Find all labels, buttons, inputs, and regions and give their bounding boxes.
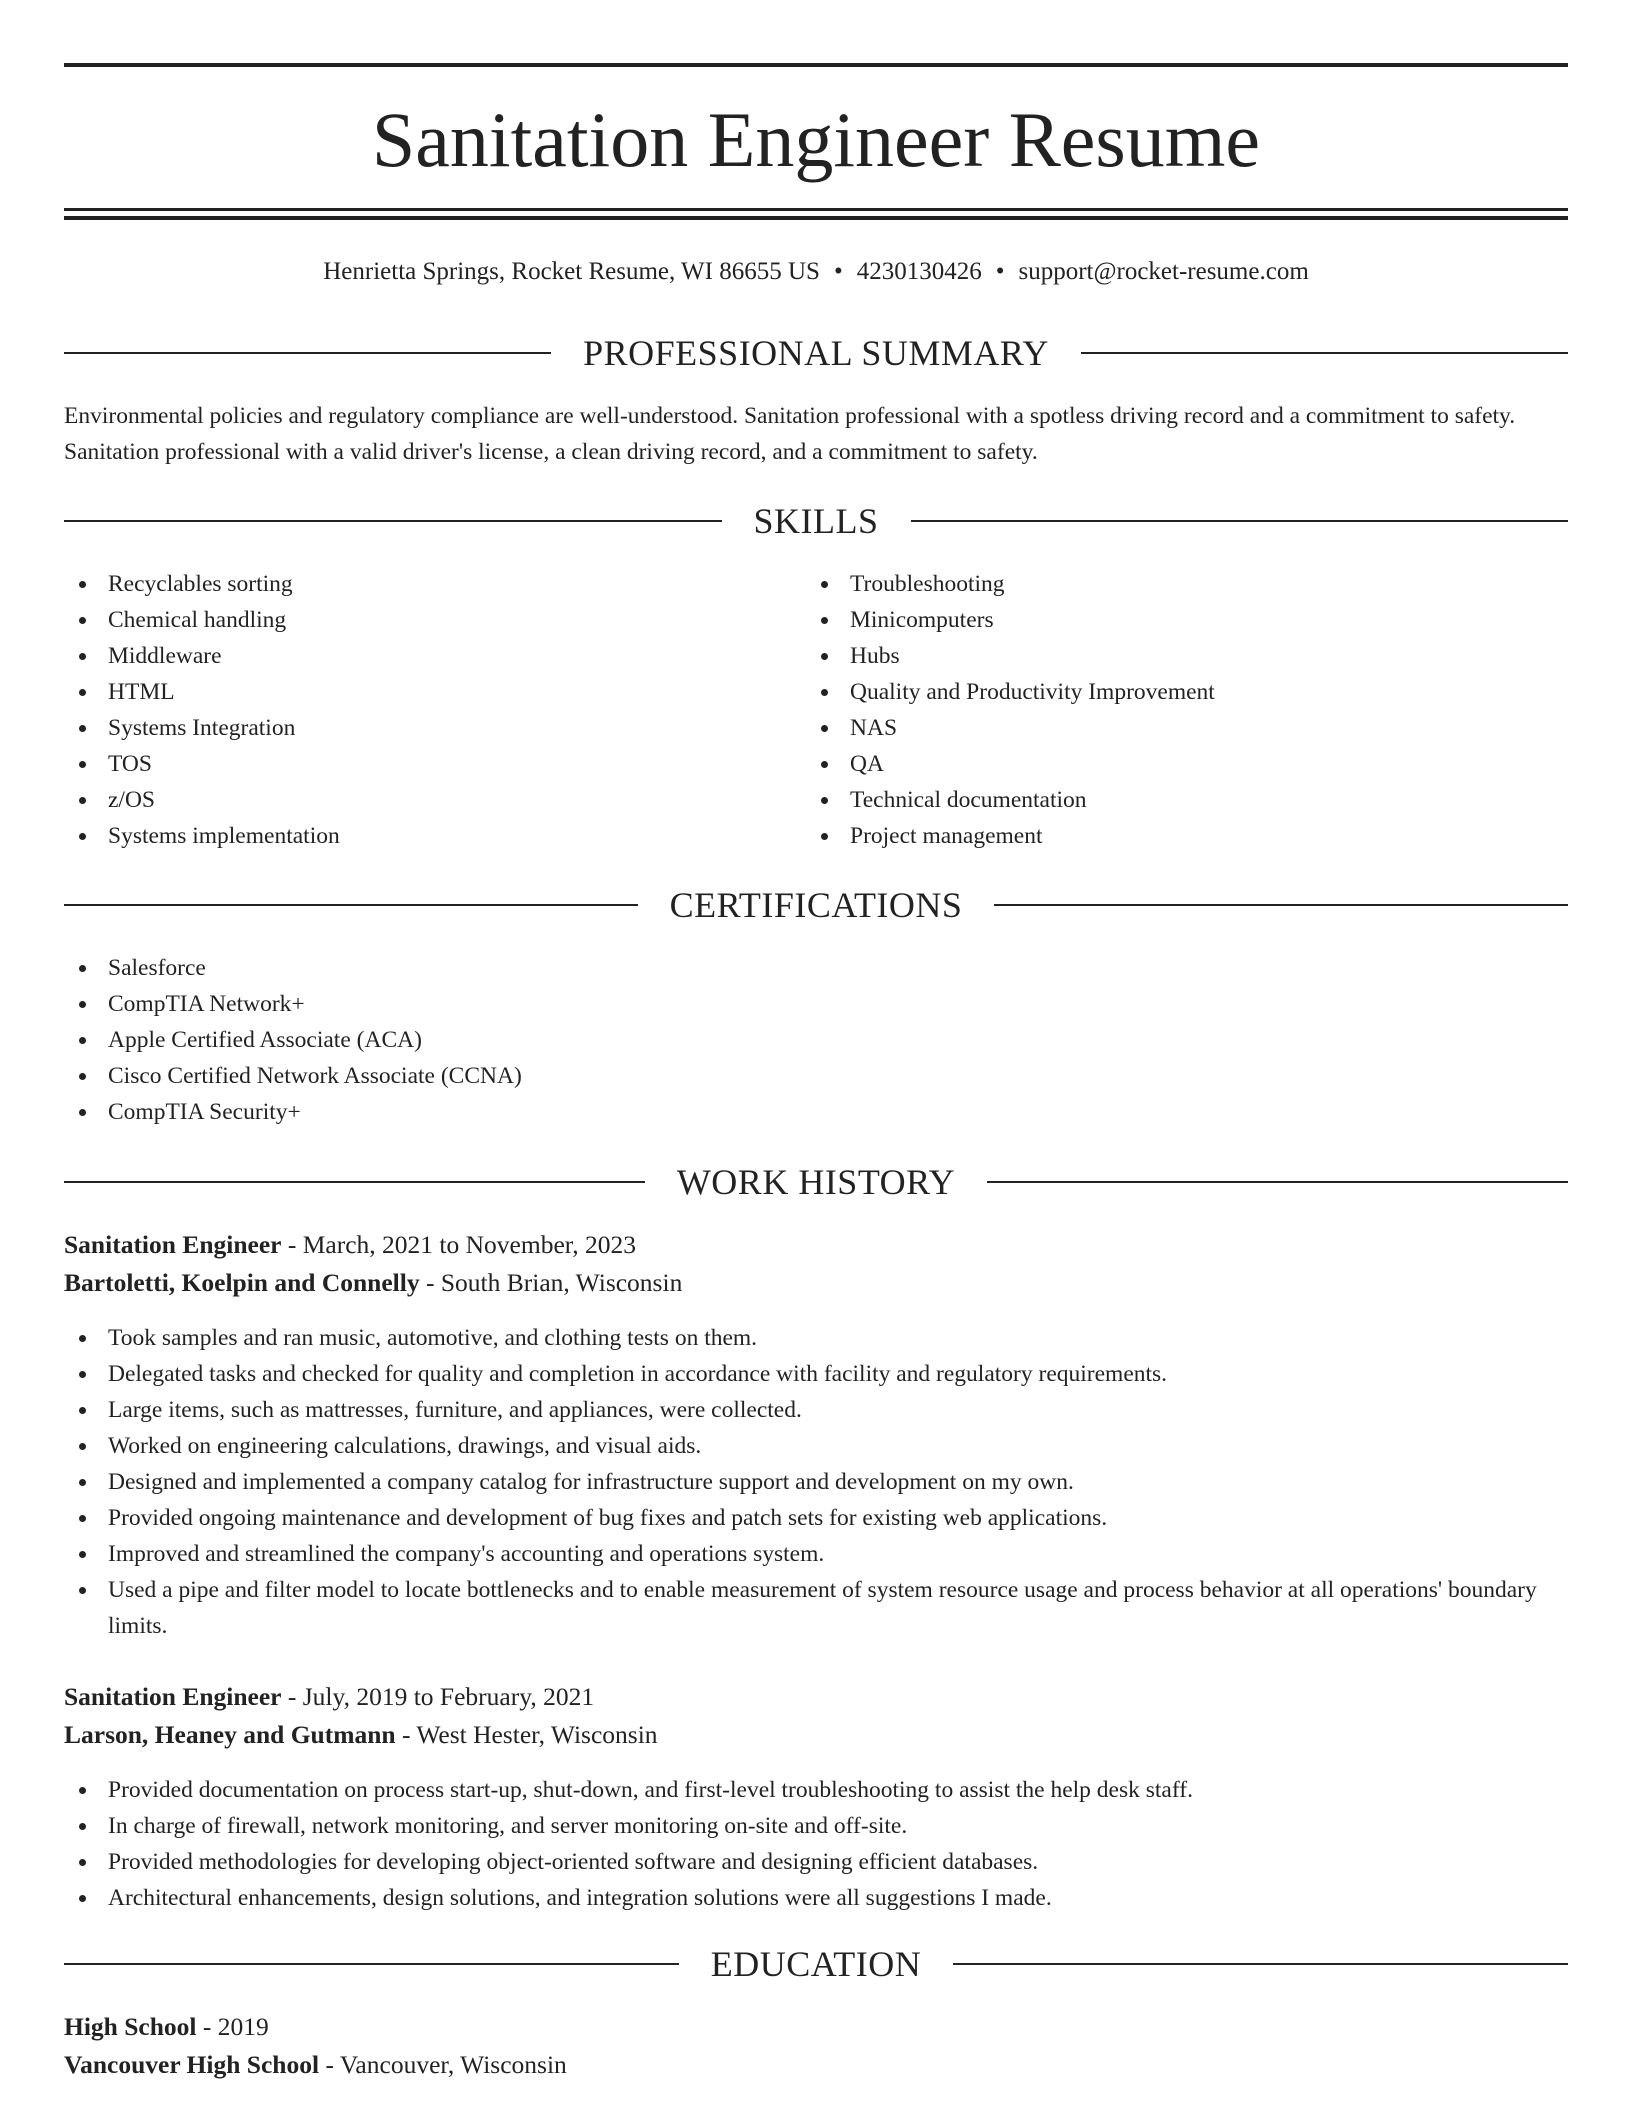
education-school-line: [64, 2046, 1568, 2084]
education-degree-line: [64, 2008, 1568, 2046]
skill-item: Chemical handling: [64, 602, 764, 638]
header-rule: [64, 904, 638, 906]
job-location: - West Hester, Wisconsin: [395, 1720, 658, 1749]
skill-item: Systems implementation: [64, 818, 764, 854]
job-bullets: [64, 1772, 1568, 1916]
job-bullet: Provided methodologies for developing object-oriented software and designing efficient databases.: [64, 1844, 1568, 1880]
section-header-summary: [64, 328, 1568, 378]
header-rule: [64, 1963, 679, 1965]
certification-item: Apple Certified Associate (ACA): [64, 1022, 1568, 1058]
skill-item: TOS: [64, 746, 764, 782]
header-rule: [953, 1963, 1568, 1965]
skills-list-right: [806, 566, 1546, 854]
certifications-list: [64, 950, 1568, 1130]
skill-item: Troubleshooting: [806, 566, 1546, 602]
job-role: Sanitation Engineer: [64, 1230, 282, 1259]
header-rule: [64, 520, 722, 522]
skill-item: Recyclables sorting: [64, 566, 764, 602]
job-role: Sanitation Engineer: [64, 1682, 282, 1711]
skill-item: Quality and Productivity Improvement: [806, 674, 1546, 710]
top-rule: [64, 63, 1568, 67]
skill-item: QA: [806, 746, 1546, 782]
section-title-summary: PROFESSIONAL SUMMARY: [583, 333, 1049, 373]
skill-item: NAS: [806, 710, 1546, 746]
header-rule: [911, 520, 1569, 522]
header-rule: [64, 352, 551, 354]
education-location: - Vancouver, Wisconsin: [319, 2050, 567, 2079]
section-title-education: EDUCATION: [710, 1944, 922, 1984]
header-rule: [1081, 352, 1568, 354]
job-bullet: Took samples and ran music, automotive, and clothing tests on them.: [64, 1320, 1568, 1356]
contact-phone: 4230130426: [856, 258, 982, 285]
job-company-line: [64, 1716, 1568, 1754]
skill-item: Hubs: [806, 638, 1546, 674]
job-company-line: [64, 1264, 1568, 1302]
education-year: - 2019: [196, 2012, 269, 2041]
job-dates: - March, 2021 to November, 2023: [281, 1230, 636, 1259]
job-title-line: [64, 1678, 1568, 1716]
section-title-certifications: CERTIFICATIONS: [669, 885, 963, 925]
certification-item: CompTIA Network+: [64, 986, 1568, 1022]
skill-item: z/OS: [64, 782, 764, 818]
job-bullets: [64, 1320, 1568, 1644]
section-header-work-history: [64, 1157, 1568, 1207]
job-bullet: Delegated tasks and checked for quality and completion in accordance with facility and regulatory requirements.: [64, 1356, 1568, 1392]
skill-item: Project management: [806, 818, 1546, 854]
job-company: Larson, Heaney and Gutmann: [64, 1720, 396, 1749]
skills-list-left: [64, 566, 764, 854]
skill-item: Middleware: [64, 638, 764, 674]
job-bullet: Improved and streamlined the company's accounting and operations system.: [64, 1536, 1568, 1572]
section-title-work-history: WORK HISTORY: [676, 1162, 956, 1202]
certification-item: Salesforce: [64, 950, 1568, 986]
job-location: - South Brian, Wisconsin: [419, 1268, 683, 1297]
job-bullet: Provided documentation on process start-up, shut-down, and first-level troubleshooting to assist the help desk staff.: [64, 1772, 1568, 1808]
job-bullet: Architectural enhancements, design solutions, and integration solutions were all suggestions I made.: [64, 1880, 1568, 1916]
resume-title: Sanitation Engineer Resume: [371, 96, 1261, 183]
contact-line: [64, 252, 1568, 292]
contact-address: Henrietta Springs, Rocket Resume, WI 86655 US: [323, 258, 820, 285]
skill-item: Systems Integration: [64, 710, 764, 746]
certification-item: Cisco Certified Network Associate (CCNA): [64, 1058, 1568, 1094]
header-rule: [987, 1181, 1568, 1183]
job-bullet: In charge of firewall, network monitoring, and server monitoring on-site and off-site.: [64, 1808, 1568, 1844]
education-degree: High School: [64, 2012, 197, 2041]
education-school: Vancouver High School: [64, 2050, 320, 2079]
job-bullet: Designed and implemented a company catalog for infrastructure support and development on my own.: [64, 1464, 1568, 1500]
job-dates: - July, 2019 to February, 2021: [281, 1682, 595, 1711]
skill-item: Minicomputers: [806, 602, 1546, 638]
header-rule: [994, 904, 1568, 906]
job-company: Bartoletti, Koelpin and Connelly: [64, 1268, 420, 1297]
contact-email: support@rocket-resume.com: [1018, 258, 1309, 285]
section-header-education: [64, 1939, 1568, 1989]
job-bullet: Large items, such as mattresses, furniture, and appliances, were collected.: [64, 1392, 1568, 1428]
job-bullet: Used a pipe and filter model to locate bottlenecks and to enable measurement of system resource usage and process behavior at all operations' boundary limits.: [64, 1572, 1568, 1644]
skill-item: Technical documentation: [806, 782, 1546, 818]
contact-separator: •: [833, 258, 843, 285]
section-title-skills: SKILLS: [753, 501, 879, 541]
section-header-certifications: [64, 880, 1568, 930]
section-header-skills: [64, 496, 1568, 546]
job-title-line: [64, 1226, 1568, 1264]
summary-text: Environmental policies and regulatory compliance are well-understood. Sanitation professional with a spotless driving record and a commitment to safety. Sanitation professional with a valid driver's license, a clean driving record, and a commitment to safety.: [64, 403, 1516, 465]
skill-item: HTML: [64, 674, 764, 710]
job-bullet: Provided ongoing maintenance and development of bug fixes and patch sets for existing web applications.: [64, 1500, 1568, 1536]
title-double-rule: [64, 208, 1568, 220]
contact-separator: •: [995, 258, 1005, 285]
job-bullet: Worked on engineering calculations, drawings, and visual aids.: [64, 1428, 1568, 1464]
certification-item: CompTIA Security+: [64, 1094, 1568, 1130]
header-rule: [64, 1181, 645, 1183]
